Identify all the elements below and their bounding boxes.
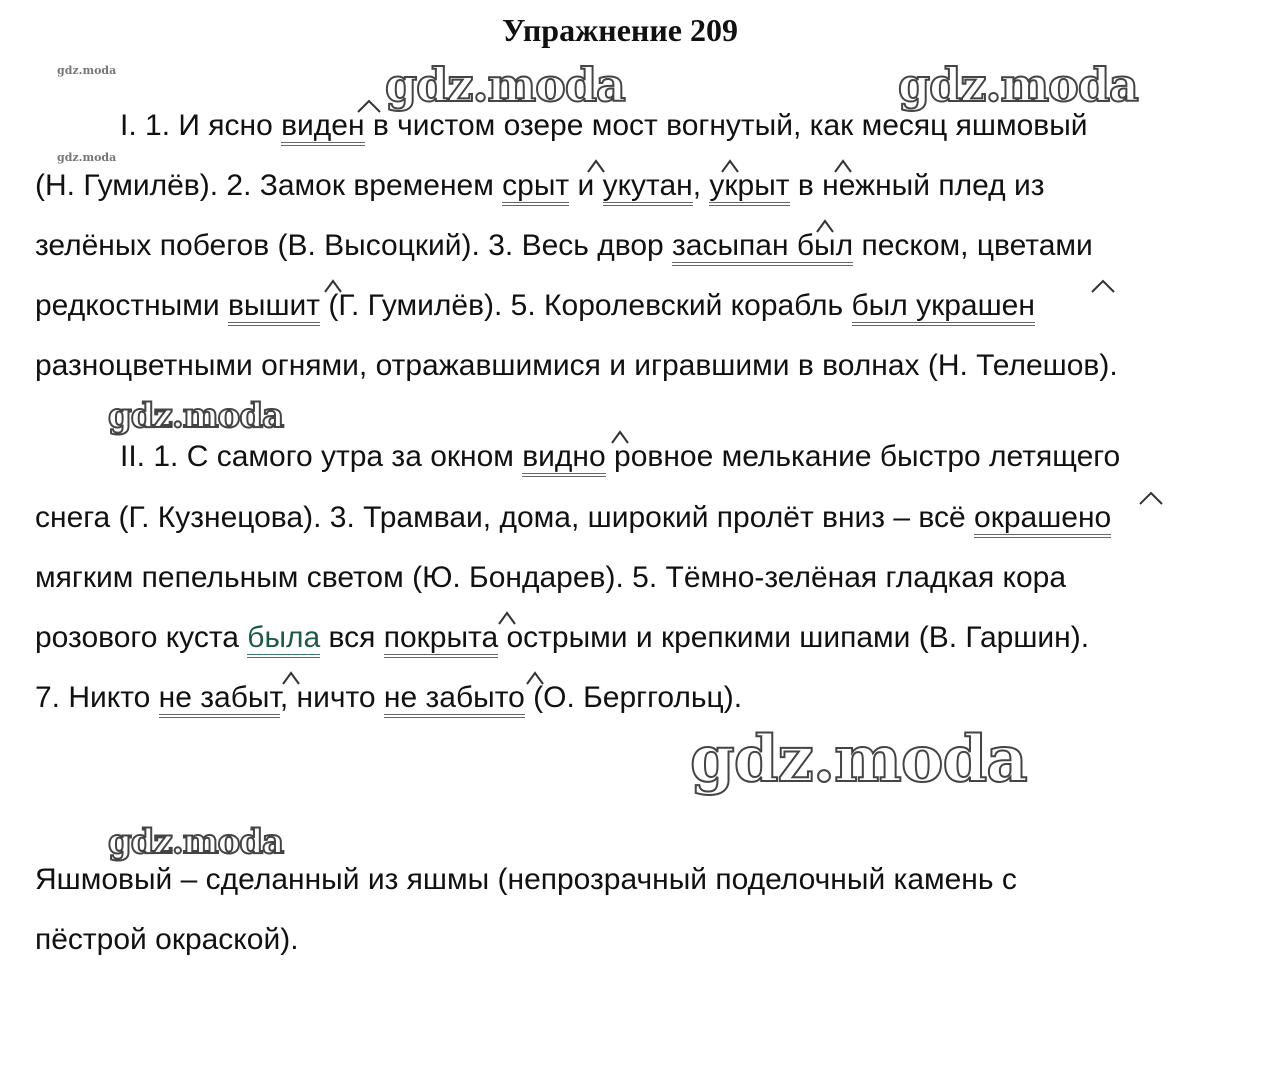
suffix-mark-icon [356,99,382,113]
part1-line1 [120,108,1088,144]
suffix-mark-icon [583,159,609,173]
text: острыми и крепкими шипами (В. Гаршин). [498,621,1090,654]
suffix-mark-icon [830,159,856,173]
part1-line3 [35,228,1093,264]
text: розового куста [35,621,248,654]
part1-line4 [35,288,1035,324]
text: (О. Берггольц). [524,681,743,714]
suffix-mark-icon [522,671,548,685]
text: (Г. Гумилёв). 5. Королевский корабль [320,289,852,322]
part2-line3 [35,560,1066,596]
watermark-small: gdz.moda [57,151,117,164]
part2-line5 [35,680,742,716]
part2-line4 [35,620,1089,656]
note-line2: пёстрой окраской). [35,923,299,956]
text: I. 1. И ясно [120,109,282,142]
predicate-underlined: срыт [502,169,569,206]
text: снега (Г. Кузнецова). 3. Трамваи, дома, широкий пролёт вниз – всё [35,501,975,534]
text: зелёных побегов (В. Высоцкий). 3. Весь двор [35,229,673,262]
suffix-mark-icon [1138,491,1164,505]
text: , [692,169,710,202]
predicate-underlined: виден [281,109,364,146]
watermark-large: gdz.moda [385,58,625,112]
text: ровное мелькание быстро летящего [605,440,1121,473]
predicate-underlined: не забыт [159,681,280,718]
text: , ничто [279,681,384,714]
text: и [569,169,603,202]
suffix-mark-icon [278,671,304,685]
text: вся [320,621,384,654]
part1-line2 [35,168,1044,204]
text: песком, цветами [853,229,1093,262]
predicate-underlined: укрыт [709,169,789,206]
predicate-underlined: окрашено [974,501,1111,538]
text: разноцветными огнями, отражавшимися и игравшими в волнах (Н. Телешов). [35,349,1118,382]
part2-line1 [120,439,1120,475]
predicate-underlined: не забыто [384,681,525,718]
suffix-mark-icon [812,219,838,233]
predicate-underlined: видно [522,440,605,477]
part1-line5 [35,348,1118,384]
note-line1: Яшмовый – сделанный из яшмы (непрозрачный поделочный камень с [35,863,1017,896]
text: 7. Никто [35,681,159,714]
text: редкостными [35,289,228,322]
predicate-underlined: вышит [228,289,320,326]
watermark-large: gdz.moda [898,58,1138,112]
exercise-title: Упражнение 209 [501,12,738,48]
suffix-mark-icon [320,279,346,293]
predicate-underlined: засыпан был [672,229,853,266]
predicate-underlined: был украшен [852,289,1035,326]
text: в нежный плед из [789,169,1045,202]
text: (Н. Гумилёв). 2. Замок временем [35,169,503,202]
part2-line2 [35,500,1111,536]
watermark-large: gdz.moda [690,722,1027,797]
text: в чистом озере мост вогнутый, как месяц яшмовый [364,109,1088,142]
watermark-small: gdz.moda [57,64,117,77]
suffix-mark-icon [1090,279,1116,293]
predicate-underlined: укутан [603,169,693,206]
predicate-underlined: была [247,621,320,658]
text: II. 1. С самого утра за окном [120,440,523,473]
watermark-large: gdz.moda [108,396,284,436]
suffix-mark-icon [494,611,520,625]
suffix-mark-icon [717,159,743,173]
watermark-large: gdz.moda [108,822,284,862]
suffix-mark-icon [607,430,633,444]
text: мягким пепельным светом (Ю. Бондарев). 5. Тёмно-зелёная гладкая кора [35,561,1067,594]
predicate-underlined: покрыта [384,621,498,658]
